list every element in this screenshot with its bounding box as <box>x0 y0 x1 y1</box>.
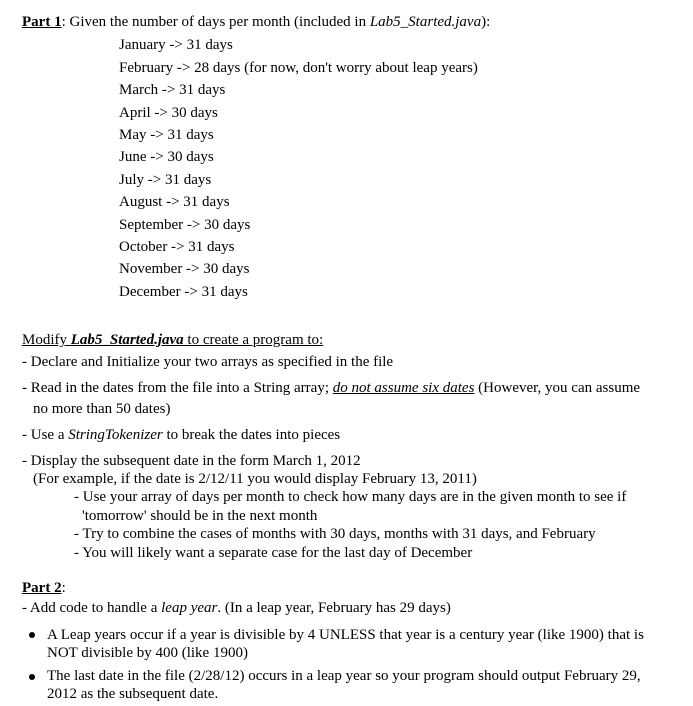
month-line-october: October -> 31 days <box>119 239 235 255</box>
month-line-march: March -> 31 days <box>119 82 226 98</box>
bullet2-line-cont: 2012 as the subsequent date. <box>47 686 219 702</box>
part2-add-emphasis: leap year <box>161 600 218 616</box>
part2-add <box>22 599 451 617</box>
item-read-emphasis: do not assume six dates <box>332 380 475 396</box>
subitem-array-check-cont: 'tomorrow' should be in the next month <box>82 508 318 524</box>
month-line-july: July -> 31 days <box>119 172 212 188</box>
subitem-combine-cases: - Try to combine the cases of months with 30 days, months with 31 days, and February <box>74 526 596 542</box>
item-use-text-b: to break the dates into pieces <box>162 427 341 443</box>
item-display-example: (For example, if the date is 2/12/11 you would display February 13, 2011) <box>33 471 477 487</box>
modify-text-b: to create a program to: <box>183 332 324 348</box>
month-line-february: February -> 28 days (for now, don't worry about leap years) <box>119 60 478 76</box>
month-line-january: January -> 31 days <box>119 37 233 53</box>
item-read-text-a: - Read in the dates from the file into a String array; <box>22 380 333 396</box>
month-line-september: September -> 30 days <box>119 217 251 233</box>
month-line-december: December -> 31 days <box>119 284 248 300</box>
item-display: - Display the subsequent date in the form March 1, 2012 <box>22 453 361 469</box>
month-line-june: June -> 30 days <box>119 149 214 165</box>
part1-intro-text-b: ): <box>481 14 491 30</box>
bullet-icon <box>29 632 35 638</box>
part1-intro <box>22 13 490 31</box>
item-use-emphasis: StringTokenizer <box>68 427 163 443</box>
month-line-august: August -> 31 days <box>119 194 230 210</box>
month-line-april: April -> 30 days <box>119 105 218 121</box>
item-read-text-b: (However, you can assume <box>474 380 641 396</box>
item-read-cont: no more than 50 dates) <box>33 401 171 417</box>
month-line-may: May -> 31 days <box>119 127 214 143</box>
item-use <box>22 426 340 444</box>
bullet-icon <box>29 674 35 680</box>
part2-colon: : <box>61 580 66 596</box>
part2-add-text-b: . (In a leap year, February has 29 days) <box>217 600 451 616</box>
part1-intro-text-a: : Given the number of days per month (included in <box>61 14 370 30</box>
modify-file: Lab5_Started.java <box>70 332 184 348</box>
item-read <box>22 379 640 397</box>
subitem-december-case: - You will likely want a separate case for the last day of December <box>74 545 473 561</box>
part2-add-text-a: - Add code to handle a <box>22 600 162 616</box>
part1-heading: Part 1 <box>22 14 62 30</box>
part2-heading-line <box>22 579 66 597</box>
bullet1-line: A Leap years occur if a year is divisible by 4 UNLESS that year is a century year (like 1900) that is <box>47 627 644 643</box>
modify-heading <box>22 331 323 349</box>
subitem-array-check: - Use your array of days per month to check how many days are in the given month to see if <box>74 489 627 505</box>
part2-heading: Part 2 <box>22 580 62 596</box>
bullet1-line-cont: NOT divisible by 400 (like 1900) <box>47 645 248 661</box>
modify-text-a: Modify <box>22 332 71 348</box>
month-line-november: November -> 30 days <box>119 261 250 277</box>
part1-intro-file: Lab5_Started.java <box>369 14 482 30</box>
item-use-text-a: - Use a <box>22 427 69 443</box>
item-declare: - Declare and Initialize your two arrays as specified in the file <box>22 354 394 370</box>
bullet2-line: The last date in the file (2/28/12) occurs in a leap year so your program should output February 29, <box>47 668 641 684</box>
